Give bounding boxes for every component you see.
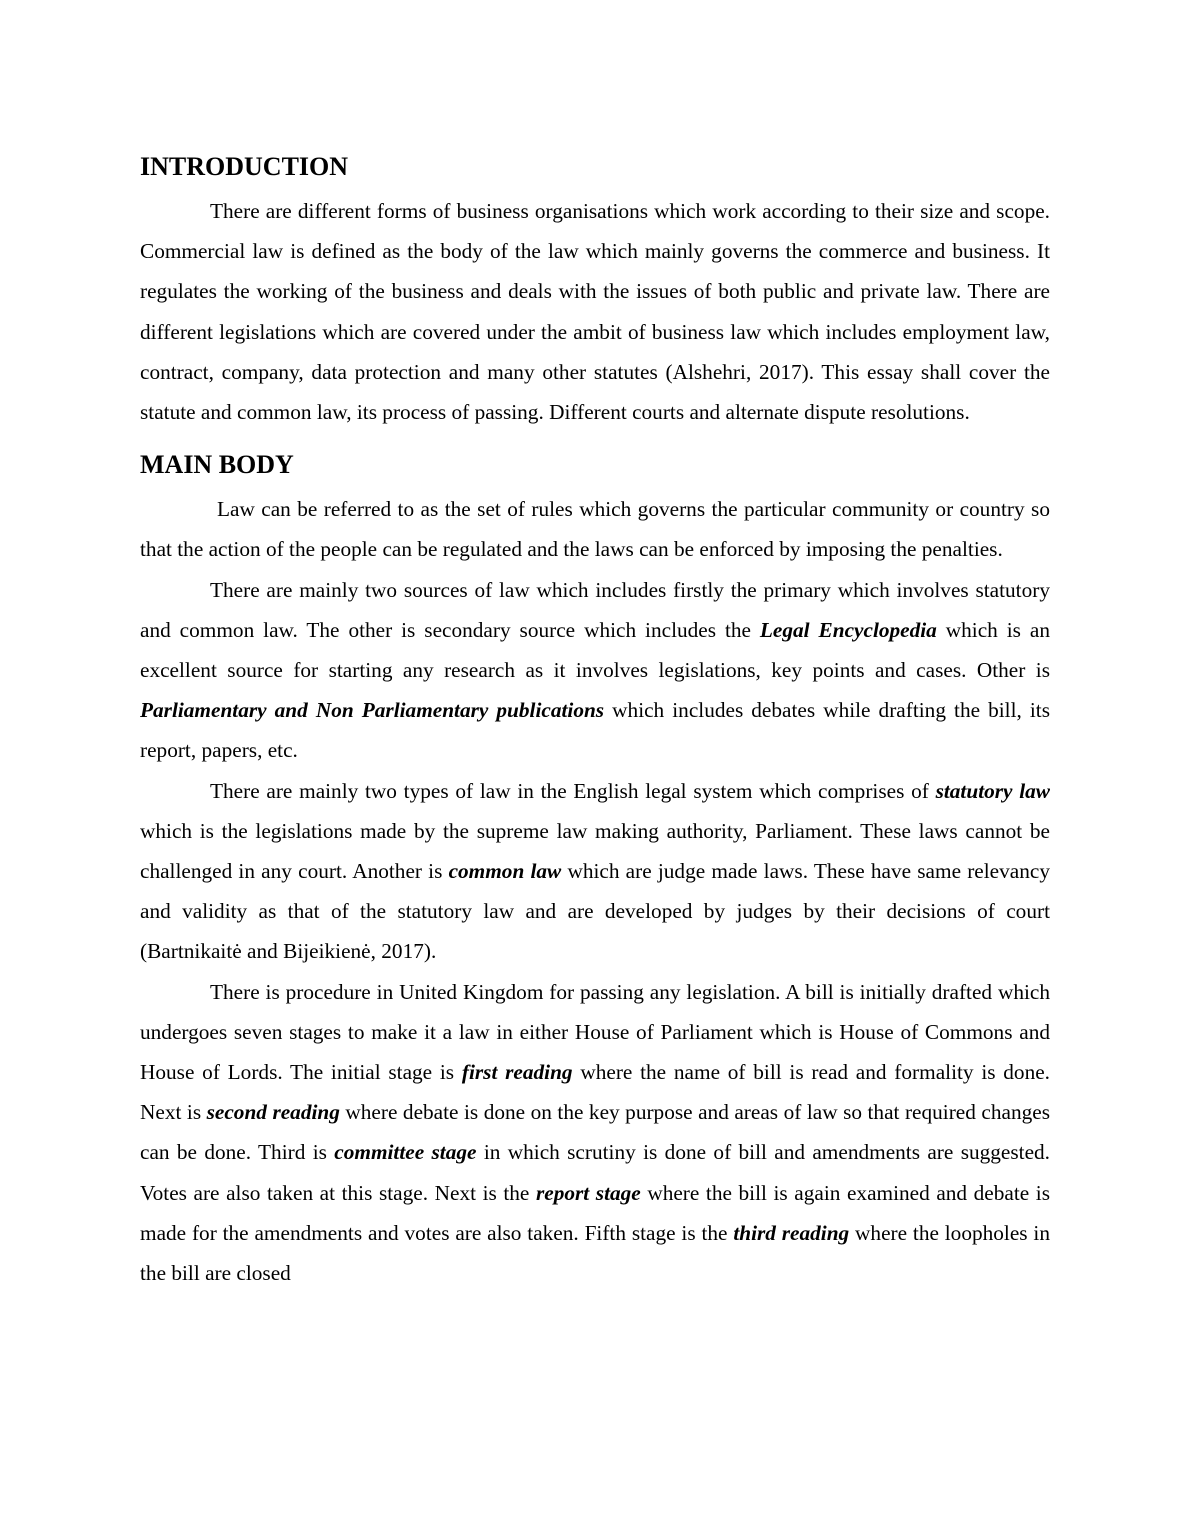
emphasis-first-reading: first reading bbox=[461, 1060, 573, 1085]
emphasis-third-reading: third reading bbox=[733, 1220, 850, 1245]
emphasis-committee-stage: committee stage bbox=[334, 1140, 477, 1165]
emphasis-statutory-law: statutory law bbox=[935, 778, 1051, 803]
introduction-paragraph: There are different forms of business organisations which work according to their size and scope. Commercial law is defined as the body of the law which mainly governs the commerce and business. It regulates the working of the business and deals with the issues of both public and private law. There are different legislations which are covered under the ambit of business law which includes employment law, contract, company, data protection and many other statutes (Alshehri, 2017). This essay shall cover the statute and common law, its process of passing. Different courts and alternate dispute resolutions. bbox=[140, 199, 1050, 425]
text-run: where the loopholes in the bill are closed bbox=[140, 1220, 1050, 1286]
main-body-section bbox=[140, 446, 1050, 1293]
introduction-heading: INTRODUCTION bbox=[140, 152, 349, 181]
main-paragraph-legislation-procedure bbox=[140, 972, 1050, 1294]
text-run: where the name of bill is read and formality is done. Next is bbox=[140, 1060, 1050, 1125]
text-run: where the bill is again examined and debate is made for the amendments and votes are also taken. Fifth stage is the bbox=[140, 1180, 1051, 1245]
text-run: There are mainly two types of law in the English legal system which comprises of bbox=[210, 778, 936, 803]
text-run: which is an excellent source for starting any research as it involves legislations, key points and cases. Other is bbox=[140, 617, 1050, 683]
emphasis-legal-encyclopedia: Legal Encyclopedia bbox=[759, 617, 937, 642]
main-paragraph-types-of-law bbox=[140, 771, 1050, 972]
main-body-heading: MAIN BODY bbox=[140, 450, 294, 480]
emphasis-parliamentary-publications: Parliamentary and Non Parliamentary publications bbox=[140, 698, 605, 723]
main-paragraph-law-definition: Law can be referred to as the set of rules which governs the particular community or country so that the action of the people can be regulated and the laws can be enforced by imposing the penalties. bbox=[140, 497, 1050, 562]
text-run: which is the legislations made by the supreme law making authority, Parliament. These laws cannot be challenged in any court. Another is bbox=[140, 818, 1050, 884]
document-page bbox=[140, 148, 1050, 1293]
text-run: where debate is done on the key purpose and areas of law so that required changes can be done. Third is bbox=[140, 1100, 1050, 1165]
emphasis-report-stage: report stage bbox=[535, 1180, 641, 1205]
text-run: which are judge made laws. These have same relevancy and validity as that of the statutory law and are developed by judges by their decisions of court (Bartnikaitė and Bijeikienė, 2017). bbox=[140, 859, 1050, 964]
text-run: There is procedure in United Kingdom for passing any legislation. A bill is initially drafted which undergoes seven stages to make it a law in either House of Parliament which is House of Commons and House of Lords. The initial stage is bbox=[140, 979, 1050, 1085]
text-run: which includes debates while drafting the bill, its report, papers, etc. bbox=[140, 698, 1050, 763]
emphasis-second-reading: second reading bbox=[206, 1100, 340, 1125]
introduction-section bbox=[140, 148, 1050, 432]
emphasis-common-law: common law bbox=[448, 859, 562, 884]
text-run: in which scrutiny is done of bill and amendments are suggested. Votes are also taken at this stage. Next is the bbox=[140, 1140, 1051, 1205]
main-paragraph-sources-of-law bbox=[140, 570, 1050, 771]
text-run: There are mainly two sources of law which includes firstly the primary which involves statutory and common law. The other is secondary source which includes the bbox=[140, 577, 1050, 642]
